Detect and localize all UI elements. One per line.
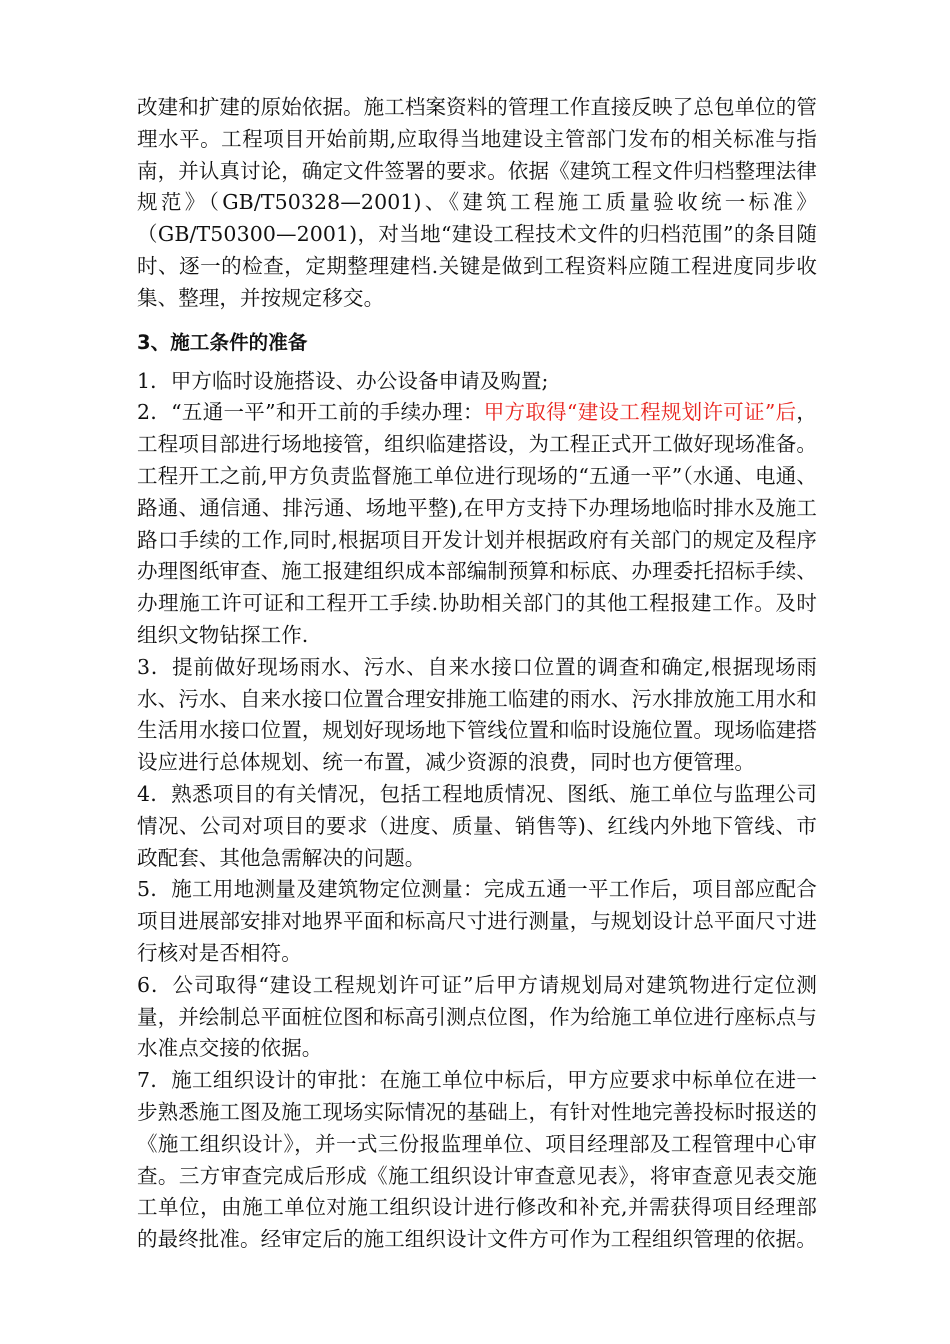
list-item-2-rest: ，工程项目部进行场地接管，组织临建搭设，为工程正式开工做好现场准备。工程开工之前,甲方负责监督施工单位进行现场的“五通一平”（水通、电通、路通、通信通、排污通、场地平整),在甲方支持下办理场地临时排水及施工路口手续的工作,同时,根据项目开发计划并根据政府有关部门的规定及程序办理图纸审查、施工报建组织成本部编制预算和标底、办理委托招标手续、办理施工许可证和工程开工手续.协助相关部门的其他工程报建工作。及时组织文物钻探工作. <box>137 400 818 647</box>
list-item-2 <box>137 397 817 651</box>
list-item-2-highlight: 甲方取得“建设工程规划许可证”后 <box>483 400 797 425</box>
list-item-4: 4．熟悉项目的有关情况，包括工程地质情况、图纸、施工单位与监理公司情况、公司对项目的要求（进度、质量、销售等)、红线内外地下管线、市政配套、其他急需解决的问题。 <box>137 781 817 870</box>
section-heading: 3、施工条件的准备 <box>137 330 308 354</box>
list-item-5: 5．施工用地测量及建筑物定位测量：完成五通一平工作后，项目部应配合项目进展部安排对地界平面和标高尺寸进行测量，与规划设计总平面尺寸进行核对是否相符。 <box>137 877 817 965</box>
list-item-3: 3．提前做好现场雨水、污水、自来水接口位置的调查和确定,根据现场雨水、污水、自来水接口位置合理安排施工临建的雨水、污水排放施工用水和生活用水接口位置，规划好现场地下管线位置和临时设施位置。现场临建搭设应进行总体规划、统一布置，减少资源的浪费，同时也方便管理。 <box>137 654 817 775</box>
list-item-7: 7．施工组织设计的审批：在施工单位中标后，甲方应要求中标单位在进一步熟悉施工图及施工现场实际情况的基础上，有针对性地完善投标时报送的《施工组织设计》，并一式三份报监理单位、项目经理部及工程管理中心审查。三方审查完成后形成《施工组织设计审查意见表》，将审查意见表交施工单位，由施工单位对施工组织设计进行修改和补充,并需获得项目经理部的最终批准。经审定后的施工组织设计文件方可作为工程组织管理的依据。 <box>137 1068 817 1252</box>
intro-paragraph: 改建和扩建的原始依据。施工档案资料的管理工作直接反映了总包单位的管理水平。工程项目开始前期,应取得当地建设主管部门发布的相关标准与指南，并认真讨论，确定文件签署的要求。依据《建筑工程文件归档整理法律规范》（GB/T50328—2001)、《建筑工程施工质量验收统一标准》（GB/T50300—2001)，对当地“建设工程技术文件的归档范围”的条目随时、逐一的检查，定期整理建档.关键是做到工程资料应随工程进度同步收集、整理，并按规定移交。 <box>137 95 817 310</box>
list-item-1: 1．甲方临时设施搭设、办公设备申请及购置; <box>137 368 549 393</box>
document-body <box>137 92 817 1256</box>
list-item-6: 6．公司取得“建设工程规划许可证”后甲方请规划局对建筑物进行定位测量，并绘制总平面桩位图和标高引测点位图，作为给施工单位进行座标点与水准点交接的依据。 <box>137 972 817 1061</box>
list-item-2-prefix: 2．“五通一平”和开工前的手续办理： <box>137 400 484 425</box>
